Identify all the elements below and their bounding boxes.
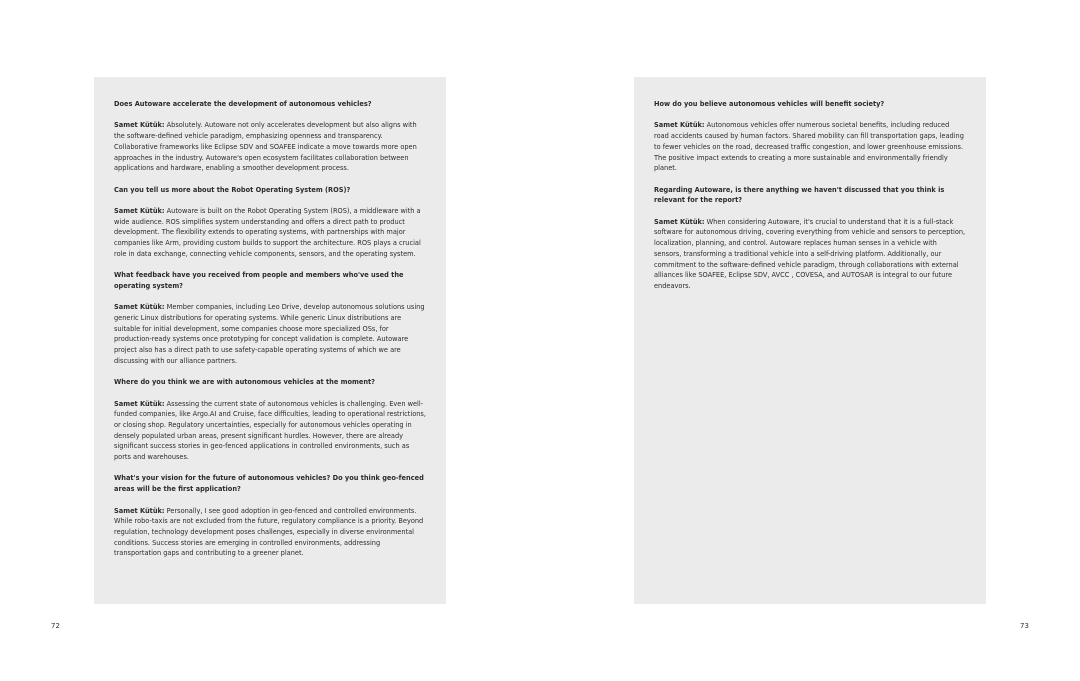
question: What feedback have you received from people and members who've used the operating system? [114,271,404,290]
speaker-name: Samet Kütük: [114,506,165,515]
question: Where do you think we are with autonomous vehicles at the moment? [114,378,376,387]
answer [654,217,966,292]
answer [114,399,426,463]
question: Can you tell us more about the Robot Operating System (ROS)? [114,185,351,194]
qa-block [114,473,426,559]
answer-text: Absolutely. Autoware not only accelerates development but also aligns with the software-defined vehicle paradigm, emphasizing openness and transparency. Collaborative frameworks like Eclipse SDV and SOAFEE indicate a move towards more open approaches in the industry. Autoware's open ecosystem facilitates collaboration between applications and hardware, enabling a smoother development process. [114,121,417,173]
answer-text: Autoware is built on the Robot Operating System (ROS), a middleware with a wide audience. ROS simplifies system understanding and offers a direct path to product development. The flexibility extends to operating systems, with partnerships with major companies like Arm, providing custom builds to support the architecture. ROS plays a crucial role in data exchange, connecting vehicle components, sensors, and the operating system. [114,206,421,258]
right-page-panel [634,77,986,604]
page-number-left: 72 [51,622,60,630]
qa-block [654,99,966,174]
speaker-name: Samet Kütük: [114,121,165,130]
question: How do you believe autonomous vehicles will benefit society? [654,100,885,108]
answer-text: Member companies, including Leo Drive, develop autonomous solutions using generic Linux distributions for operating systems. While generic Linux distributions are suitable for initial development, some companies choose more specialized OSs, for production-ready systems once prototyping for concept validation is complete. Autoware project also has a direct path to use safety-capable operating systems of which we are discussing with our alliance partners. [114,303,425,365]
question: Regarding Autoware, is there anything we haven't discussed that you think is relevant for the report? [654,185,945,205]
answer [114,206,426,260]
speaker-name: Samet Kütük: [654,217,705,226]
answer [114,506,426,560]
qa-block [114,185,426,260]
answer [114,302,426,366]
page-number-right: 73 [1020,622,1029,630]
qa-block [114,99,426,174]
speaker-name: Samet Kütük: [114,303,165,312]
answer-text: Autonomous vehicles offer numerous societal benefits, including reduced road accidents caused by human factors. Shared mobility can fill transportation gaps, leading to fewer vehicles on the road, decreased traffic congestion, and lower greenhouse emissions. The positive impact extends to creating a more sustainable and environmentally friendly planet. [654,121,964,173]
speaker-name: Samet Kütük: [114,399,165,408]
qa-block [114,270,426,366]
answer-text: Assessing the current state of autonomous vehicles is challenging. Even well-funded companies, like Argo.AI and Cruise, face difficulties, leading to operational restrictions, or closing shop. Regulatory uncertainties, especially for autonomous vehicles operating in densely populated urban areas, present significant hurdles. However, there are already significant success stories in geo-fenced applications in controlled environments, such as ports and warehouses. [114,399,426,462]
speaker-name: Samet Kütük: [114,206,165,215]
answer-text: When considering Autoware, it's crucial to understand that it is a full-stack software for autonomous driving, covering everything from vehicle and sensors to perception, localization, planning, and control. Autoware replaces human senses in a vehicle with sensors, transforming a traditional vehicle into a self-driving platform. Additionally, our commitment to the software-defined vehicle paradigm, through collaborations with external alliances like SOAFEE, Eclipse SDV, AVCC , COVESA, and AUTOSAR is integral to our future endeavors. [654,217,966,290]
qa-block [654,185,966,292]
question: Does Autoware accelerate the development of autonomous vehicles? [114,100,372,108]
speaker-name: Samet Kütük: [654,121,705,130]
answer [114,120,426,174]
qa-block [114,377,426,463]
answer-text: Personally, I see good adoption in geo-fenced and controlled environments. While robo-taxis are not excluded from the future, regulatory compliance is a priority. Beyond regulation, technology development poses challenges, especially in diverse environmental conditions. Success stories are emerging in controlled environments, addressing transportation gaps and contributing to a greener planet. [114,506,424,558]
question: What's your vision for the future of autonomous vehicles? Do you think geo-fenced areas will be the first application? [114,474,424,494]
left-page-panel [94,77,446,604]
answer [654,120,966,174]
